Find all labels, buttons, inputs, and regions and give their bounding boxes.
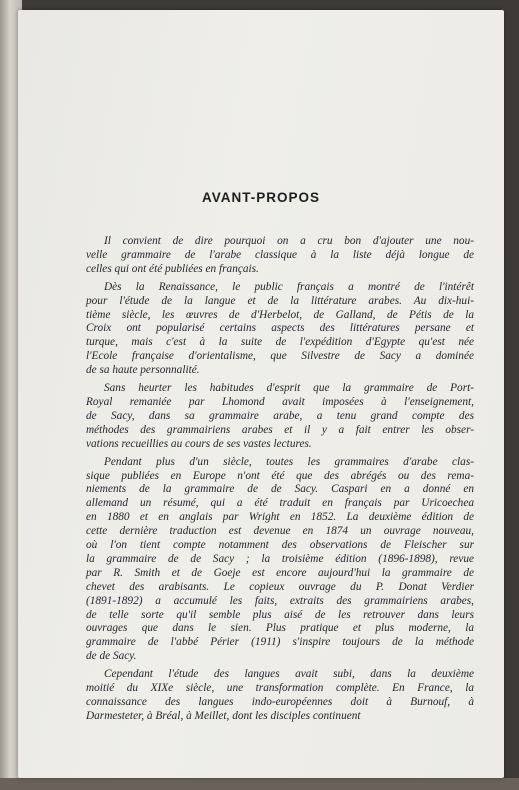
text-line: vations recueillies au cours de ses vastes lectures. [86, 437, 312, 450]
paragraph [86, 382, 474, 452]
text-line: Dès la Renaissance, le public français a montré de l'intérêt [104, 280, 474, 293]
text-line: Royal remaniée par Lhomond avait imposées à l'enseignement, [86, 395, 474, 408]
text-line: de Sacy, dans sa grammaire arabe, a tenu grand compte des [86, 409, 474, 422]
text-line: Cependant l'étude des langues avait subi, dans la deuxième [104, 668, 474, 681]
text-line: Sans heurter les habitudes d'esprit que la grammaire de Port- [104, 382, 474, 395]
text-line: Darmesteter, à Bréal, à Meillet, dont les disciples continuent [86, 709, 361, 722]
text-line: moitié du XIXe siècle, une transformation complète. En France, la [86, 682, 474, 695]
text-line: Croix ont popularisé certains aspects des littératures persane et [86, 322, 474, 335]
table-surface [0, 778, 519, 790]
text-line: par R. Smith et de Goeje est encore aujourd'hui la grammaire de [86, 566, 474, 579]
text-line: Il convient de dire pourquoi on a cru bon d'ajouter une nou- [104, 235, 474, 247]
text-line: allemand un résumé, qui a été traduit en français par Uricoechea [86, 497, 474, 510]
text-line: en 1880 et en anglais par Wright en 1852. La deuxième édition de [86, 511, 474, 524]
text-line: pour l'étude de la langue et de la littérature arabes. Au dix-hui- [86, 294, 474, 307]
text-line: tième siècle, les œuvres de d'Herbelot, de Galland, de Pétis de la [86, 308, 474, 321]
text-line: chevet des arabisants. Le copieux ouvrage du P. Donat Verdier [86, 580, 474, 593]
text-line: connaissance des langues indo-européennes doit à Burnouf, à [86, 696, 474, 708]
text-line: de de Sacy. [86, 650, 137, 663]
text-line: turque, mais c'est à la suite de l'expédition d'Egypte qu'est née [86, 336, 474, 349]
text-line: niements de la grammaire de de Sacy. Caspari en a donné en [86, 483, 474, 496]
page-title: AVANT-PROPOS [201, 190, 320, 205]
text-line: sique publiées en Europe n'ont été que des abrégés ou des rema- [86, 469, 474, 482]
paragraph [86, 281, 474, 378]
text-line: de telle sorte qu'il semble plus aisé de les retrouver dans leurs [86, 608, 474, 621]
text-line: ouvrages que dans le sien. Plus pratique et plus moderne, la [86, 622, 474, 635]
body-text [86, 235, 474, 728]
text-line: cette dernière traduction est devenue en 1874 un ouvrage nouveau, [86, 525, 474, 538]
text-line: velle grammaire de l'arabe classique à la liste déjà longue de [86, 248, 474, 261]
text-line: de sa haute personnalité. [86, 364, 200, 377]
text-line: grammaire de l'abbé Périer (1911) s'inspire toujours de la méthode [86, 636, 474, 649]
text-line: méthodes des grammairiens arabes et il y a fait entrer les obser- [86, 423, 474, 436]
text-line: l'Ecole française d'orientalisme, que Silvestre de Sacy a dominée [86, 350, 474, 363]
text-line: celles qui ont été publiées en français. [86, 262, 259, 275]
text-line: Pendant plus d'un siècle, toutes les grammaires d'arabe clas- [104, 455, 474, 468]
paragraph [86, 668, 474, 724]
text-line: la grammaire de de Sacy ; la troisième édition (1896-1898), revue [86, 552, 474, 565]
book-page [18, 10, 504, 778]
paragraph [86, 456, 474, 665]
text-line: où l'on tient compte notamment des observations de Fleischer sur [86, 539, 474, 552]
paragraph [86, 235, 474, 277]
text-line: (1891-1892) a accumulé les faits, extraits des grammairiens arabes, [86, 594, 474, 607]
